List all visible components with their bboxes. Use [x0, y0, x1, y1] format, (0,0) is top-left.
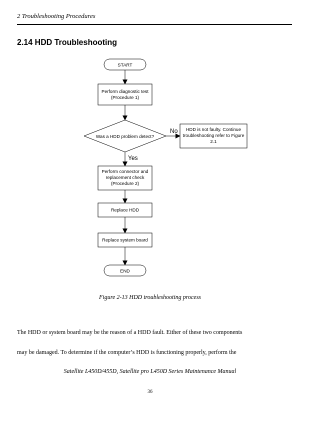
replace-hdd-label: Replace HDD [110, 207, 140, 213]
section-title: 2.14 HDD Troubleshooting [17, 38, 118, 47]
manual-title-footer: Satellite L450D/455D, Satellite pro L450D Series Maintenance Manual [63, 369, 237, 375]
body-text-line-1: The HDD or system board may be the reason of a HDD fault. Either of these two components [17, 330, 243, 336]
diagnostic-test-line2: (Procedure 1) [110, 95, 140, 100]
figure-caption: Figure 2-13 HDD troubleshooting process [99, 295, 201, 301]
start-label: START [117, 62, 133, 68]
diagnostic-test-line1: Perform diagnostic test [101, 89, 149, 94]
connector-check-line3: (Procedure 2) [110, 181, 140, 186]
not-faulty-line3: 2.1 [210, 139, 217, 144]
page-number: 36 [147, 390, 153, 395]
yes-label: Yes [128, 156, 138, 162]
not-faulty-line1: HDD is not faulty. Continue [185, 127, 242, 132]
running-header: 2 Troubleshooting Procedures [17, 13, 96, 20]
connector-check-line2: replacement check [105, 175, 145, 180]
not-faulty-line2: troubleshooting refer to Figure [182, 133, 245, 138]
no-label: No [170, 129, 178, 135]
end-label: END [120, 268, 130, 274]
replace-system-board-label: Replace system board [102, 237, 148, 243]
decision-label: Was a HDD problem detect? [95, 134, 155, 139]
connector-check-line1: Perform connector and [101, 169, 149, 174]
body-text-line-2: may be damaged. To determine if the computer’s HDD is functioning properly, perform the [17, 350, 237, 356]
